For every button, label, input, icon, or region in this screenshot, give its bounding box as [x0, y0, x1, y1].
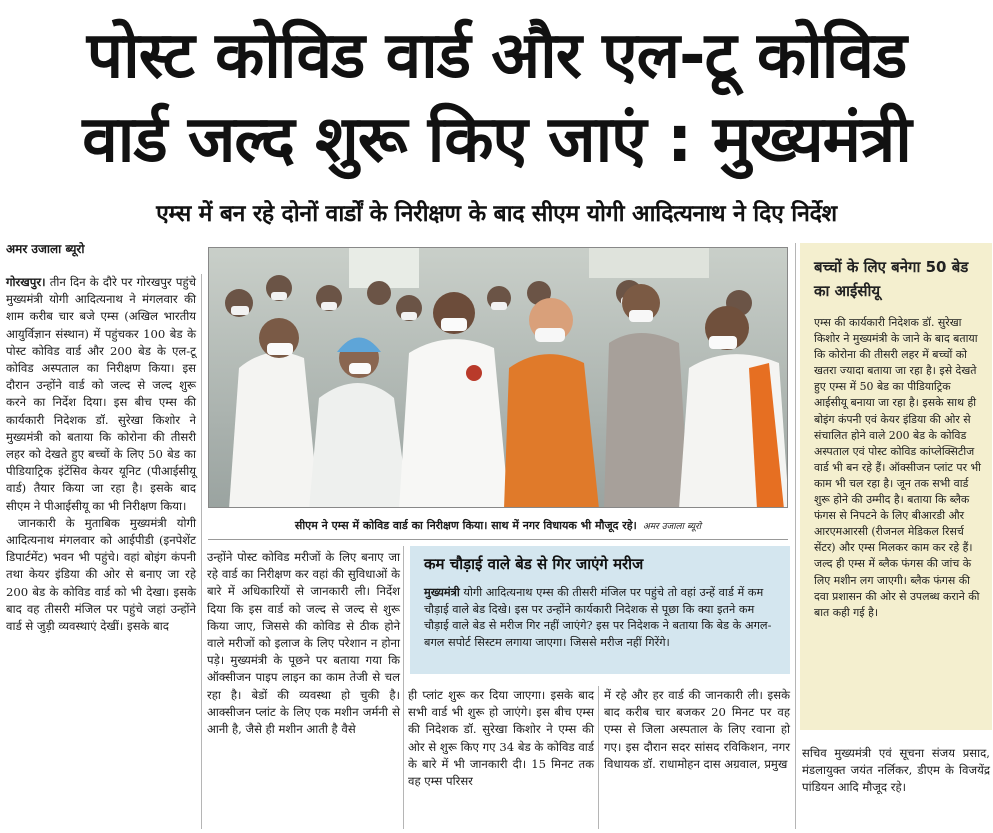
column-divider — [598, 686, 599, 829]
caption-text: सीएम ने एम्स में कोविड वार्ड का निरीक्षण किया। साथ में नगर विधायक भी मौजूद रहे। — [294, 519, 637, 532]
sidebar-text: एम्स की कार्यकारी निदेशक डॉ. सुरेखा किशोर ने मुख्यमंत्री के जाने के बाद बताया कि कोरोना की तीसरी लहर में बच्चों को खतरा ज्यादा बताया जा रहा है। इसे देखते हुए एम्स में 50 बेड का पीडियाट्रिक आईसीयू बनाया जा रहा है। इसके साथ ही बोइंग कंपनी एवं केयर इंडिया की ओर से संचालित होने वाले 200 बेड के कोविड अस्पताल एवं पोस्ट कोविड कांप्लेक्सिटीज वार्ड भी बन रहे हैं। ऑक्सीजन प्लांट पर भी काम भी चल रहा है। जून तक सभी वार्ड शुरू होने की उम्मीद है। बताया कि ब्लैक फंगस से निपटने के लिए बीआरडी और आरएमआरसी (रीजनल मेडिकल रिसर्च सेंटर) और एम्स मिलकर काम कर रहे हैं। जल्द ही एम्स में ब्लैक फंगस की जांच के लिए मशीन लग जाएगी। ब्लैक फंगस की दवा प्रशासन की ओर से उपलब्ध कराने की बात कही गई है। — [814, 316, 981, 619]
subheadline: एम्स में बन रहे दोनों वार्डों के निरीक्षण के बाद सीएम योगी आदित्यनाथ ने दिए निर्देश — [156, 201, 837, 227]
box-text — [424, 584, 780, 651]
column-1-paragraph-1 — [6, 274, 196, 515]
column-1-text-1: तीन दिन के दौरे पर गोरखपुर पहुंचे मुख्यमंत्री योगी आदित्यनाथ ने मंगलवार की शाम करीब चार बजे एम्स (अखिल भारतीय आयुर्विज्ञान संस्थान) में पहुंचकर 100 बेड के पोस्ट कोविड वार्ड और 200 बेड के एल-टू कोविड अस्पताल का निरीक्षण किया। इस दौरान उन्होंने वार्ड को जल्द से जल्द शुरू करने का निर्देश दिया। इस बीच एम्स की कार्यकारी निदेशक डॉ. सुरेखा किशोर ने मुख्यमंत्री को बताया कि कोरोना की तीसरी लहर को देखते हुए बच्चों के लिए 50 बेड का पीडियाट्रिक इंटेंसिव केयर यूनिट (पीआईसीयू वार्ड) तैयार किया जा रहा है। इसके बाद सीएम ने पीआईसीयू का भी निरीक्षण किया। — [6, 275, 196, 513]
photo-illustration — [209, 248, 788, 508]
box-body: योगी आदित्यनाथ एम्स की तीसरी मंजिल पर पहुंचे तो वहां उन्हें वार्ड में कम चौड़ाई वाले बेड दिखे। इस पर उन्होंने कार्यकारी निदेशक से पूछा कि क्या इतने कम चौड़ाई वाले बेड से मरीज गिर नहीं जाएंगे? इस पर निदेशक ने बताया कि बेड के अगल-बगल सपोर्ट सिस्टम लगाया जाएगा। जिससे मरीज नहीं गिरेंगे। — [424, 586, 772, 649]
column-divider — [795, 243, 796, 829]
sidebar-title: बच्चों के लिए बनेगा 50 बेड का आईसीयू — [814, 258, 969, 300]
box-title: कम चौड़ाई वाले बेड से गिर जाएंगे मरीज — [424, 555, 644, 573]
article-column-2 — [207, 549, 400, 738]
headline — [0, 14, 993, 182]
column-5-paragraph: सचिव मुख्यमंत्री एवं सूचना संजय प्रसाद, मंडलायुक्त जयंत नर्लिकर, डीएम के विजयेंद्र पांडियन आदि मौजूद रहे। — [802, 746, 990, 795]
photo-caption — [208, 512, 788, 540]
column-3-paragraph: ही प्लांट शुरू कर दिया जाएगा। इसके बाद सभी वार्ड भी शुरू हो जाएंगे। इस बीच एम्स की निदेशक डॉ. सुरेखा किशोर ने एम्स की ओर से शुरू किए गए 34 बेड के कोविड वार्ड के बारे में भी जानकारी दी। 15 मिनट तक वह एम्स परिसर — [408, 688, 594, 789]
dateline: गोरखपुर। — [6, 275, 46, 289]
article-column-1 — [6, 274, 196, 635]
column-divider — [403, 546, 404, 829]
article-column-5 — [802, 745, 990, 797]
highlight-box — [410, 546, 790, 674]
box-lead: मुख्यमंत्री — [424, 585, 460, 599]
column-1-paragraph-2: जानकारी के मुताबिक मुख्यमंत्री योगी आदित्यनाथ मंगलवार को आईपीडी (इनपेशेंट डिपार्टमेंट) भवन भी पहुंचे। वहां बोइंग कंपनी तथा केयर इंडिया की ओर से बनाए जा रहे 200 बेड के कोविड वार्ड को भी देखा। इसके बाद वह तीसरी मंजिल पर पहुंचे जहां उन्होंने वार्ड से जुड़ी व्यवस्थाएं देखीं। इसके बाद — [6, 515, 196, 634]
article-column-3 — [408, 687, 594, 790]
article-column-4 — [604, 687, 790, 773]
news-photo — [208, 247, 788, 508]
column-divider — [201, 274, 202, 829]
sidebar-box — [800, 243, 992, 730]
column-4-paragraph: में रहे और हर वार्ड की जानकारी ली। इसके बाद करीब चार बजकर 20 मिनट पर वह एम्स से जिला अस्पताल के लिए रवाना हो गए। इस दौरान सदर सांसद रविकिशन, नगर विधायक डॉ. राधामोहन दास अग्रवाल, प्रमुख — [604, 688, 790, 771]
headline-line-1: पोस्ट कोविड वार्ड और एल-टू कोविड — [86, 19, 907, 93]
headline-line-2: वार्ड जल्द शुरू किए जाएं : मुख्यमंत्री — [82, 103, 911, 177]
column-2-paragraph: उन्होंने पोस्ट कोविड मरीजों के लिए बनाए जा रहे वार्ड का निरीक्षण कर वहां की सुविधाओं के बारे में अधिकारियों से जानकारी ली। निर्देश दिया कि इस वार्ड को जल्द से जल्द से शुरू किया जाए, जिससे की कोविड से ठीक होने वाले मरीजों को इलाज के लिए परेशान न होना पड़े। मुख्यमंत्री के पूछने पर बताया गया कि ऑक्सीजन पाइप लाइन का काम तेजी से चल रहा है। बेडों की व्यवस्था हो चुकी है। आक्सीजन प्लांट के लिए एक मशीन जर्मनी से आनी है, जैसे ही मशीन आती है वैसे — [207, 550, 400, 737]
byline: अमर उजाला ब्यूरो — [6, 242, 85, 256]
caption-credit: अमर उजाला ब्यूरो — [642, 522, 702, 532]
